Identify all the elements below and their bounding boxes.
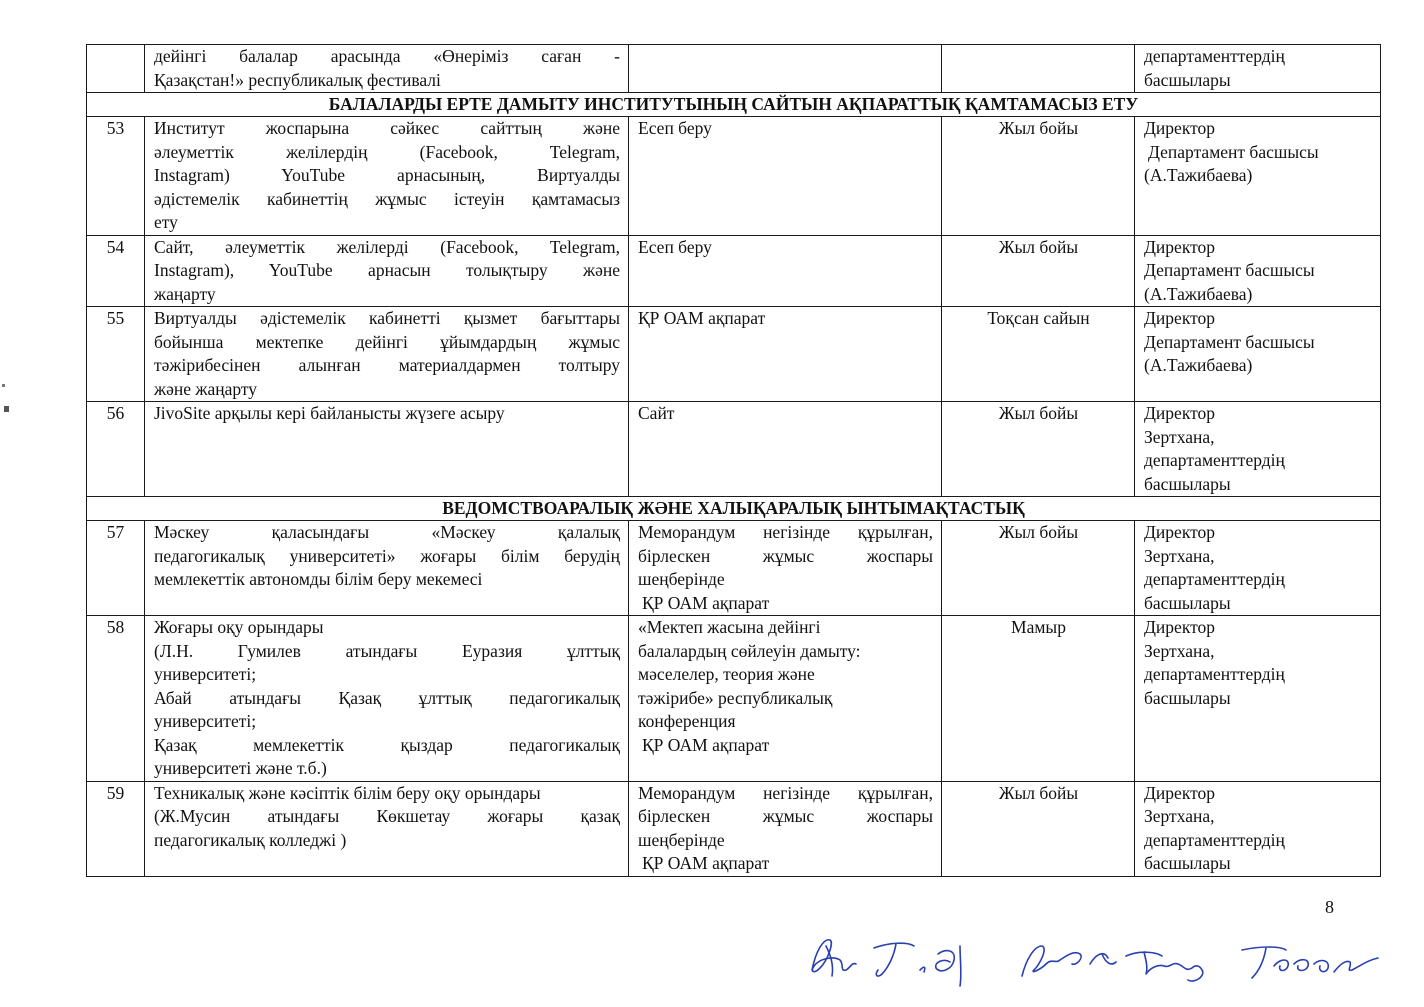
responsible-cell: Директор Зертхана, департаменттердің басшылары: [1135, 521, 1381, 616]
event-cell: Институт жоспарына сәйкес сайттың және әлеуметтік желілердің (Facebook, Telegram, Instagram) YouTube арнасының, Виртуалды әдістемелік кабинеттің жұмыс істеуін қамтамасыз ету: [145, 117, 629, 236]
table-row: [87, 521, 1381, 616]
section-title: ВЕДОМСТВОАРАЛЫҚ ЖӘНЕ ХАЛЫҚАРАЛЫҚ ЫНТЫМАҚТАСТЫҚ: [87, 497, 1381, 521]
signatures-image: [790, 920, 1410, 1000]
row-number: 58: [87, 616, 145, 782]
term-cell: Мамыр: [942, 616, 1135, 782]
row-number: [87, 45, 145, 93]
form-cell: ҚР ОАМ ақпарат: [629, 307, 942, 402]
term-cell: Жыл бойы: [942, 402, 1135, 497]
table-row: [87, 402, 1381, 497]
event-cell: Мәскеу қаласындағы «Мәскеу қалалық педагогикалық университеті» жоғары білім берудің мемлекеттік автономды білім беру мекемесі: [145, 521, 629, 616]
table-row: [87, 616, 1381, 782]
table-row: [87, 307, 1381, 402]
term-cell: Тоқсан сайын: [942, 307, 1135, 402]
form-cell: Меморандум негізінде құрылған, бірлескен жұмыс жоспары шеңберінде ҚР ОАМ ақпарат: [629, 781, 942, 876]
responsible-cell: Директор Зертхана, департаменттердің басшылары: [1135, 616, 1381, 782]
row-number: 55: [87, 307, 145, 402]
scan-specks: [0, 380, 12, 430]
event-cell: Виртуалды әдістемелік кабинетті қызмет бағыттары бойынша мектепке дейінгі ұйымдардың жұмыс тәжірибесінен алынған материалдармен толтыру және жаңарту: [145, 307, 629, 402]
event-cell: Техникалық және кәсіптік білім беру оқу орындары (Ж.Мусин атындағы Көкшетау жоғары қазақ педагогикалық колледжі ): [145, 781, 629, 876]
responsible-cell: Директор Зертхана, департаменттердің басшылары: [1135, 781, 1381, 876]
row-number: 53: [87, 117, 145, 236]
row-number: 59: [87, 781, 145, 876]
page-number: 8: [1325, 897, 1334, 917]
responsible-cell: Директор Департамент басшысы (А.Тажибаева): [1135, 117, 1381, 236]
row-number: 54: [87, 235, 145, 307]
event-cell: JivoSite арқылы кері байланысты жүзеге асыру: [145, 402, 629, 497]
table-row: [87, 45, 1381, 93]
form-cell: «Мектеп жасына дейінгі балалардың сөйлеуін дамыту: мәселелер, теория және тәжірибе» республикалық конференция ҚР ОАМ ақпарат: [629, 616, 942, 782]
form-cell: Сайт: [629, 402, 942, 497]
responsible-cell: Директор Зертхана, департаменттердің басшылары: [1135, 402, 1381, 497]
event-cell: Жоғары оқу орындары (Л.Н. Гумилев атындағы Еуразия ұлттық университеті; Абай атындағы Қазақ ұлттық педагогикалық университеті; Қазақ мемлекеттік қыздар педагогикалық университеті және т.б.): [145, 616, 629, 782]
section-title: БАЛАЛАРДЫ ЕРТЕ ДАМЫТУ ИНСТИТУТЫНЫҢ САЙТЫН АҚПАРАТТЫҚ ҚАМТАМАСЫЗ ЕТУ: [87, 93, 1381, 117]
section-header-row: [87, 497, 1381, 521]
term-cell: Жыл бойы: [942, 781, 1135, 876]
row-number: 57: [87, 521, 145, 616]
event-cell: Сайт, әлеуметтік желілерді (Facebook, Telegram, Instagram), YouTube арнасын толықтыру және жаңарту: [145, 235, 629, 307]
section-header-row: [87, 93, 1381, 117]
term-cell: [942, 45, 1135, 93]
responsible-cell: Директор Департамент басшысы (А.Тажибаева): [1135, 235, 1381, 307]
form-cell: Есеп беру: [629, 117, 942, 236]
form-cell: Есеп беру: [629, 235, 942, 307]
table-row: [87, 235, 1381, 307]
responsible-cell: Директор Департамент басшысы (А.Тажибаева): [1135, 307, 1381, 402]
term-cell: Жыл бойы: [942, 117, 1135, 236]
form-cell: [629, 45, 942, 93]
event-cell: дейінгі балалар арасында «Өнеріміз саған - Қазақстан!» республикалық фестивалі: [145, 45, 629, 93]
term-cell: Жыл бойы: [942, 521, 1135, 616]
form-cell: Меморандум негізінде құрылған, бірлескен жұмыс жоспары шеңберінде ҚР ОАМ ақпарат: [629, 521, 942, 616]
table-row: [87, 781, 1381, 876]
row-number: 56: [87, 402, 145, 497]
plan-table: [86, 44, 1381, 877]
responsible-cell: департаменттердің басшылары: [1135, 45, 1381, 93]
table-row: [87, 117, 1381, 236]
term-cell: Жыл бойы: [942, 235, 1135, 307]
